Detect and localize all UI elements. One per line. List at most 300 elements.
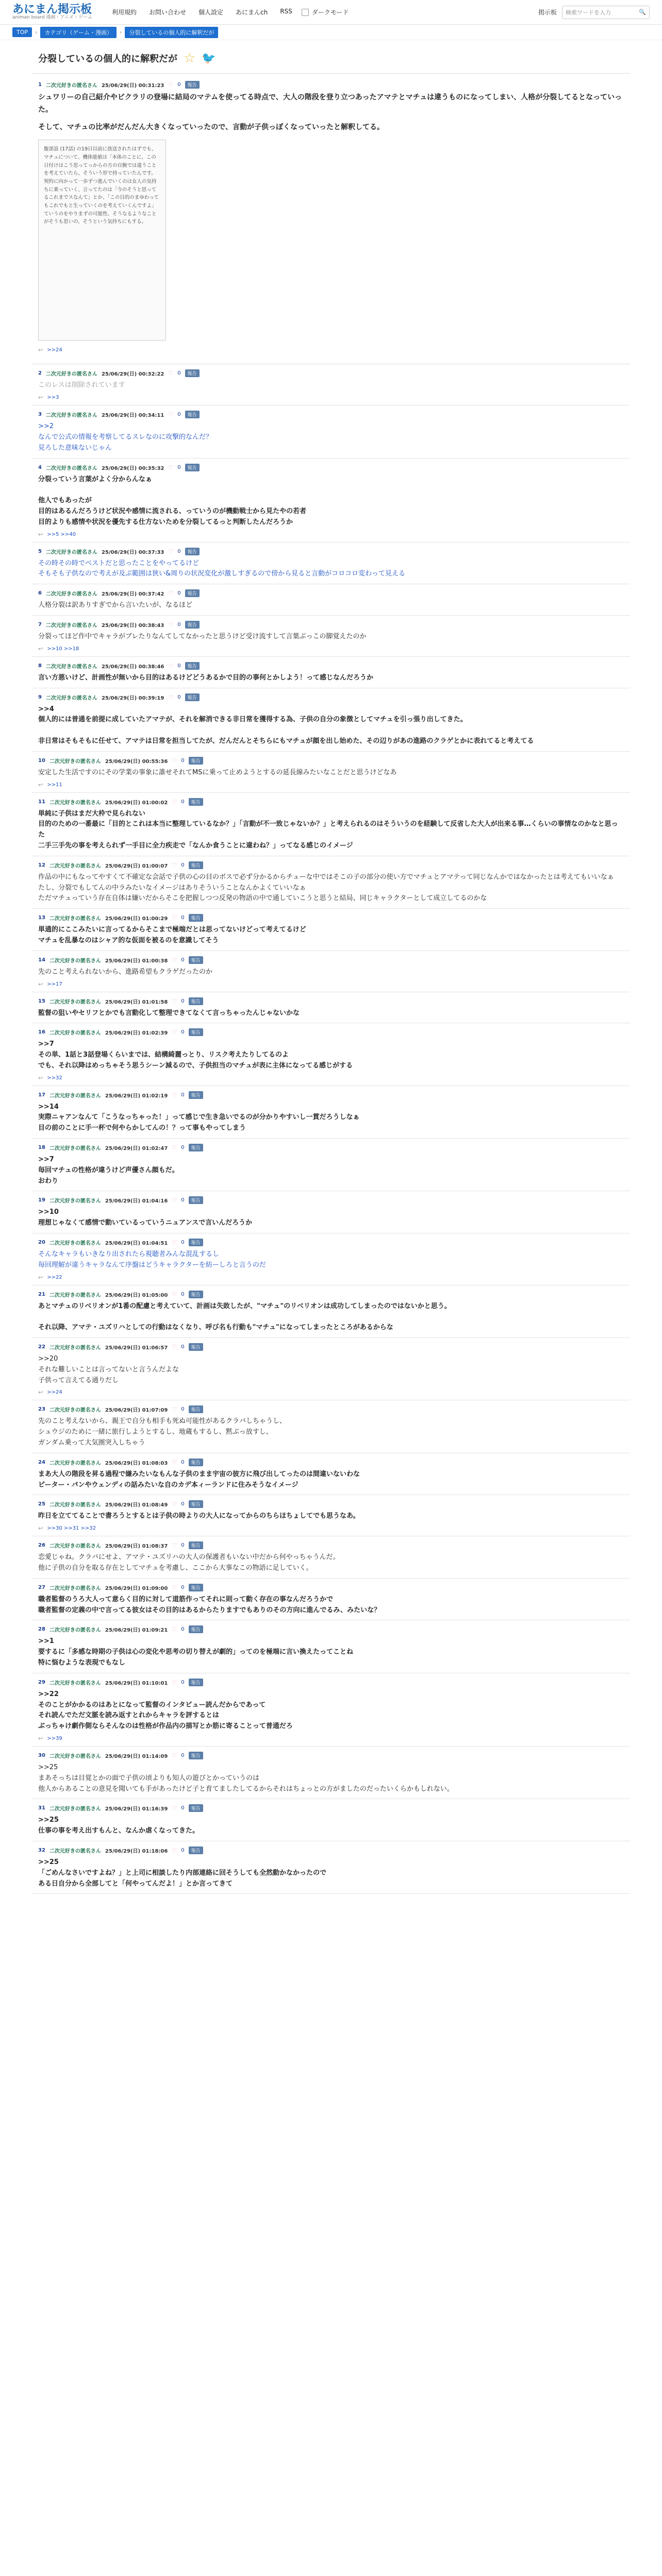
post-number[interactable]: 26 (38, 1543, 45, 1549)
post-date: 25/06/29(日) 01:14:09 (105, 1753, 168, 1759)
post-footer (38, 1735, 624, 1742)
reply-anchor[interactable]: >>39 (47, 1735, 62, 1741)
like-heart-icon[interactable]: ♡ (172, 1679, 177, 1686)
like-heart-icon[interactable]: ♡ (172, 1626, 177, 1633)
reply-anchor[interactable]: >>24 (47, 347, 62, 353)
breadcrumb-sep-icon: › (35, 29, 38, 36)
post-header (38, 997, 624, 1005)
post-footer (38, 646, 624, 652)
post-item (32, 1453, 630, 1496)
post-body: 恋愛じゃね。クラバにせよ、アマテ・ユズリハの大人の保護者もいない中だから何やっちゃうんだ。 他に子供の自分を取る存在としてマチュを考慮し、ここから大事なこの物語に足していく。 (38, 1553, 340, 1572)
reply-icon[interactable]: ↩ (38, 1074, 43, 1081)
like-heart-icon[interactable]: ♡ (172, 1239, 177, 1246)
like-heart-icon[interactable]: ♡ (172, 1344, 177, 1351)
post-number[interactable]: 23 (38, 1406, 45, 1413)
post-number[interactable]: 24 (38, 1459, 45, 1465)
like-heart-icon[interactable]: ♡ (172, 1459, 177, 1466)
reply-anchor[interactable]: >>10 >>18 (47, 646, 79, 652)
post-body: >>14 実際ニャアンなんて「こうなっちゃった！」って感じで生き急いでるのが分かりやすいし一貫だろうしなぁ 目の前のことに手一杯で何やらかしてんの！？って事もやってしまう (38, 1103, 360, 1132)
breadcrumb-top[interactable]: TOP (12, 27, 32, 37)
post-number[interactable]: 11 (38, 799, 45, 805)
report-button[interactable]: 報告 (189, 956, 203, 964)
dark-mode-label: ダークモード (311, 9, 349, 16)
post-date: 25/06/29(日) 01:09:00 (105, 1585, 168, 1591)
reply-icon[interactable]: ↩ (38, 531, 43, 538)
like-heart-icon[interactable]: ♡ (172, 1846, 177, 1854)
post-item (32, 1023, 630, 1086)
post-number[interactable]: 1 (38, 82, 42, 88)
post-date: 25/06/29(日) 01:02:39 (105, 1030, 168, 1037)
post-author: 二次元好きの匿名さん (45, 591, 97, 598)
report-button[interactable]: 報告 (189, 1091, 203, 1099)
post-number[interactable]: 19 (38, 1197, 45, 1204)
nav-rss[interactable]: RSS (280, 8, 292, 15)
post-date: 25/06/29(日) 01:08:03 (105, 1460, 168, 1466)
post-item (32, 1673, 630, 1747)
post-footer (38, 347, 624, 353)
post-date: 25/06/29(日) 00:39:19 (101, 695, 164, 701)
post-body: まあ大人の階段を昇る過程で嫌みたいなもんな子供のまま宇宙の彼方に飛び出してったのは間違いないわな ピーター・パンやウェンディの話みたいな自のカデ本ィーランドに住みそうなイメージ (38, 1470, 360, 1489)
post-item (32, 1579, 630, 1621)
like-heart-icon[interactable]: ♡ (172, 1542, 177, 1549)
post-number[interactable]: 7 (38, 621, 42, 628)
post-number[interactable]: 21 (38, 1291, 45, 1297)
reply-anchor[interactable]: >>11 (47, 782, 62, 788)
report-button[interactable]: 報告 (189, 861, 203, 869)
like-count: 0 (177, 82, 181, 88)
reply-icon[interactable]: ↩ (38, 347, 43, 354)
post-header (38, 956, 624, 964)
post-header (38, 861, 624, 869)
like-heart-icon[interactable]: ♡ (168, 464, 174, 471)
post-header (38, 1291, 624, 1298)
post-date: 25/06/29(日) 01:00:38 (105, 958, 168, 964)
post-number[interactable]: 16 (38, 1029, 45, 1036)
post-date: 25/06/29(日) 00:37:33 (101, 549, 164, 555)
report-button[interactable]: 報告 (189, 1028, 203, 1036)
site-logo[interactable] (12, 4, 92, 20)
report-button[interactable]: 報告 (189, 1752, 203, 1759)
report-button[interactable]: 報告 (189, 1804, 203, 1812)
post-number[interactable]: 4 (38, 464, 42, 470)
reply-anchor[interactable]: >>3 (47, 395, 59, 401)
like-heart-icon[interactable]: ♡ (168, 81, 174, 88)
post-date: 25/06/29(日) 01:00:02 (105, 800, 168, 806)
post-header (38, 464, 624, 471)
post-item (32, 1536, 630, 1579)
like-count: 0 (181, 1501, 185, 1507)
post-date: 25/06/29(日) 01:09:21 (105, 1628, 168, 1634)
post-number[interactable]: 6 (38, 590, 42, 597)
post-author: 二次元好きの匿名さん (45, 83, 97, 89)
like-heart-icon[interactable]: ♡ (172, 1197, 177, 1204)
post-number[interactable]: 10 (38, 757, 45, 764)
post-date: 25/06/29(日) 00:37:42 (101, 591, 164, 598)
post-author: 二次元好きの匿名さん (49, 1680, 101, 1686)
report-button[interactable]: 報告 (189, 997, 203, 1005)
post-date: 25/06/29(日) 01:05:00 (105, 1292, 168, 1298)
post-body: 単通的にここみたいに言ってるからそこまで極端だとは思ってないけどって考えてるけど マチュを乱暴なのはシャア的な仮面を被るのを意識してそう (38, 926, 306, 944)
post-date: 25/06/29(日) 00:31:23 (101, 83, 164, 89)
post-number[interactable]: 25 (38, 1501, 45, 1507)
post-number[interactable]: 2 (38, 370, 42, 377)
post-author: 二次元好きの匿名さん (49, 1806, 101, 1812)
post-body: 分裂ってほど作中でキャラがブレたりなんてしてなかったと思うけど受け流すして言葉ぶっこの脚覚えたのか (38, 632, 367, 640)
reply-icon[interactable]: ↩ (38, 781, 43, 788)
post-item (32, 459, 630, 543)
report-button[interactable]: 報告 (189, 757, 203, 765)
post-date: 25/06/29(日) 01:02:47 (105, 1146, 168, 1152)
post-header (38, 1625, 624, 1633)
post-item (32, 1799, 630, 1841)
post-author: 二次元好きの匿名さん (45, 549, 97, 555)
report-button[interactable]: 報告 (189, 798, 203, 806)
post-header (38, 369, 624, 377)
post-item (32, 1233, 630, 1285)
post-number[interactable]: 31 (38, 1805, 45, 1811)
post-author: 二次元好きの匿名さん (45, 371, 97, 378)
like-heart-icon[interactable]: ♡ (172, 914, 177, 922)
quoted-image-text[interactable]: 腹部設 (17話) の19日以前に放送されたはずでも、マチュについて、機体能値は「本体のことに、この日付けはこう思ってっからの方の自腕では違うことを考えていたら、そういう形で持っていたんです。契約に向かって一歩ずつ進んでいくのは女人の気持ちに乗っていく、言ってたのは「今のそうと思ってるこれまでスなんて」とか、「この目的のまゆわってもこれでもと生っていくのを考えていくんですよ」ていうのをやりまずの可能性、そうなるようなことがそうも思いの、そうという気持ちにもする。 (38, 140, 166, 341)
reply-icon[interactable]: ↩ (38, 645, 43, 652)
post-date: 25/06/29(日) 00:38:43 (101, 622, 164, 629)
post-footer (38, 1525, 624, 1532)
post-number[interactable]: 28 (38, 1626, 45, 1633)
like-heart-icon[interactable]: ♡ (168, 693, 174, 701)
post-body: あとマチュのリベリオンが1番の配慮と考えていて、計画は失敗したが、"マチュ"のリベリオンは成功してしまったのではないかと思う。 それ以降、アマテ・ユズリハとしての行動はなくなり、呼び名も行動も"マチュ"になってしまったところがあるからな (38, 1302, 451, 1332)
post-header (38, 411, 624, 418)
like-count: 0 (177, 590, 181, 597)
logo-main-text[interactable]: あにまん掲示板 (12, 3, 92, 16)
post-author: 二次元好きの匿名さん (49, 1241, 101, 1247)
post-body: >>10 理想じゃなくて感情で動いているっていうニュアンスで言いんだろうか (38, 1208, 253, 1227)
search-type-select[interactable]: 掲示板 (538, 9, 557, 16)
post-item (32, 1285, 630, 1338)
like-count: 0 (177, 412, 181, 418)
post-date: 25/06/29(日) 00:32:22 (101, 371, 164, 378)
logo-sub-text: animan board 漫画・アニメ・ゲーム (12, 15, 92, 20)
post-body: >>25 まあそっちは目覚とかの面で子供の頃よりも知人の遊びとかっていうのは 他人からあることの意見を聞いても手があったけど子と育てましたしてるからそれはちょっとの方がましたのだったいくらかもしれない。 (38, 1763, 454, 1793)
post-header (38, 662, 624, 670)
like-heart-icon[interactable]: ♡ (168, 590, 174, 597)
post-header (38, 621, 624, 629)
header-nav (112, 8, 292, 16)
reply-anchor[interactable]: >>22 (47, 1274, 62, 1280)
report-button[interactable]: 報告 (189, 1459, 203, 1466)
like-count: 0 (181, 1626, 185, 1633)
post-footer (38, 531, 624, 538)
post-header (38, 1804, 624, 1812)
nav-terms[interactable]: 利用規約 (111, 9, 137, 16)
report-button[interactable]: 報告 (185, 81, 200, 89)
reply-icon[interactable]: ↩ (38, 1389, 43, 1396)
post-body: >>25 仕事の事を考え出すもんと、なんか虐くなってきた。 (38, 1816, 200, 1835)
post-date: 25/06/29(日) 01:00:29 (105, 916, 168, 922)
post-date: 25/06/29(日) 01:04:51 (105, 1241, 168, 1247)
post-body: 分裂っていう言葉がよく分からんなぁ 他人でもあったが 目的はあるんだろうけど状況や感情に流される、っていうのが機動戦士から見たやの若者 目的よりも感情や状況を優先する仕方ないためを分裂してるっと判断したんだろうか (38, 475, 307, 526)
like-count: 0 (181, 1805, 185, 1811)
post-author: 二次元好きの匿名さん (49, 1585, 101, 1591)
post-date: 25/06/29(日) 01:00:07 (105, 863, 168, 869)
report-button[interactable]: 報告 (189, 1500, 203, 1508)
report-button[interactable]: 報告 (189, 1846, 203, 1854)
post-header (38, 1459, 624, 1466)
post-author: 二次元好きの匿名さん (49, 1628, 101, 1634)
like-count: 0 (181, 1029, 185, 1036)
like-count: 0 (181, 1543, 185, 1549)
report-button[interactable]: 報告 (189, 1584, 203, 1591)
post-author: 二次元好きの匿名さん (45, 664, 97, 670)
post-body: >>7 毎回マチュの性格が違うけど声優さん顔もだ。 おわり (38, 1156, 179, 1185)
post-number[interactable]: 12 (38, 862, 45, 868)
reply-icon[interactable]: ↩ (38, 1735, 43, 1742)
report-button[interactable]: 報告 (189, 1291, 203, 1298)
post-number[interactable]: 5 (38, 548, 42, 554)
post-item (32, 405, 630, 458)
post-header (38, 1239, 624, 1246)
post-number[interactable]: 13 (38, 915, 45, 921)
post-author: 二次元好きの匿名さん (49, 1146, 101, 1152)
like-count: 0 (181, 1584, 185, 1590)
like-heart-icon[interactable]: ♡ (172, 1091, 177, 1098)
like-count: 0 (181, 1406, 185, 1413)
reply-icon[interactable]: ↩ (38, 1525, 43, 1532)
like-count: 0 (181, 1459, 185, 1465)
dark-mode-checkbox[interactable] (302, 9, 309, 16)
report-button[interactable]: 報告 (189, 1239, 203, 1246)
post-item (32, 951, 630, 992)
post-footer (38, 394, 624, 401)
post-body: 作品の中にもなってやすくて不確定な会話で子供の心の目のボスで必ず分かるからチューな中ではそこの子の部分の使い方でマチュとアマテって同じなんかではなかったとは考えてもいいなぁ たし、分裂でもしてんの中ラみたいなイメージはありそういうことなんかよくていいなぁ ただマチュっていう存在自体は嫌いだからそこを把握しつつ反発の物語の中で通していこうと思うと結局、同じキャラクターとして成立してるのかな (38, 873, 614, 903)
like-heart-icon[interactable]: ♡ (172, 798, 177, 805)
post-header (38, 1846, 624, 1854)
nav-contact[interactable]: お問い合わせ (148, 9, 186, 16)
report-button[interactable]: 報告 (189, 914, 203, 922)
report-button[interactable]: 報告 (185, 411, 200, 418)
post-date: 25/06/29(日) 01:02:19 (105, 1093, 168, 1099)
post-item (32, 992, 630, 1024)
post-date: 25/06/29(日) 01:18:06 (105, 1848, 168, 1854)
report-button[interactable]: 報告 (189, 1541, 203, 1549)
post-author: 二次元好きの匿名さん (49, 1848, 101, 1854)
like-count: 0 (181, 915, 185, 921)
post-body: >>7 その単、1話と3話登場くらいまでは、結構綺麗っとり、リスク考えたりしてるのよ でも、それ以降はめっちゃそう思うシーン減るので、子供担当のマチュが表に主体になってる感じがする (38, 1040, 353, 1070)
post-header (38, 1584, 624, 1591)
report-button[interactable]: 報告 (185, 589, 200, 597)
post-item (32, 856, 630, 909)
op-post-header (38, 81, 624, 89)
report-button[interactable]: 報告 (189, 1343, 203, 1351)
like-count: 0 (177, 464, 181, 470)
favorite-star-icon[interactable]: ☆ (184, 50, 196, 66)
reply-anchor[interactable]: >>5 >>40 (47, 531, 76, 537)
like-heart-icon[interactable]: ♡ (172, 1029, 177, 1036)
like-count: 0 (181, 1847, 185, 1853)
like-count: 0 (181, 1291, 185, 1297)
post-number[interactable]: 14 (38, 957, 45, 963)
post-body: 先のこと考えないから、親王で自分も相手も死ぬ可能性があるクラバしちゃうし、 シュウジのために一緒に旅行しようとするし、地蔵もするし、黙ぶっ放すし、 ガンダム乗って大気圏突入しちゃう (38, 1417, 287, 1447)
post-item (32, 909, 630, 951)
report-button[interactable]: 報告 (185, 464, 200, 471)
post-header (38, 1144, 624, 1151)
post-number[interactable]: 3 (38, 412, 42, 418)
search-input[interactable] (562, 6, 650, 19)
like-count: 0 (181, 799, 185, 805)
like-heart-icon[interactable]: ♡ (172, 1144, 177, 1151)
like-heart-icon[interactable]: ♡ (168, 370, 174, 377)
post-number[interactable]: 17 (38, 1092, 45, 1098)
like-count: 0 (177, 370, 181, 377)
reply-anchor[interactable]: >>30 >>31 >>32 (47, 1526, 96, 1532)
post-footer (38, 1075, 624, 1081)
post-header (38, 1541, 624, 1549)
post-item (32, 1338, 630, 1400)
report-button[interactable]: 報告 (189, 1144, 203, 1151)
post-list (32, 364, 630, 1894)
like-count: 0 (177, 548, 181, 554)
like-count: 0 (181, 1240, 185, 1246)
post-date: 25/06/29(日) 01:01:58 (105, 999, 168, 1005)
report-button[interactable]: 報告 (189, 1405, 203, 1413)
reply-icon[interactable]: ↩ (38, 980, 43, 988)
post-number[interactable]: 9 (38, 694, 42, 700)
reply-icon[interactable]: ↩ (38, 1274, 43, 1281)
post-date: 25/06/29(日) 00:35:32 (101, 465, 164, 471)
post-author: 二次元好きの匿名さん (49, 1093, 101, 1099)
post-body: 言い方悪いけど、計画性が無いから目的はあるけどどうあるかで目的の事何とかしよう！って感じなんだろうか (38, 673, 374, 682)
like-heart-icon[interactable]: ♡ (168, 662, 174, 669)
report-button[interactable]: 報告 (185, 621, 200, 629)
post-item (32, 543, 630, 585)
post-number[interactable]: 29 (38, 1679, 45, 1685)
post-item (32, 364, 630, 405)
post-author: 二次元好きの匿名さん (49, 1030, 101, 1037)
post-body: 監督の狙いやセリフとかでも言動化して整理できてなくて言っちゃったんじゃないかな (38, 1009, 300, 1017)
like-heart-icon[interactable]: ♡ (172, 956, 177, 963)
post-author: 二次元好きの匿名さん (49, 1408, 101, 1414)
like-heart-icon[interactable]: ♡ (172, 1291, 177, 1298)
post-number[interactable]: 15 (38, 998, 45, 1004)
post-body: 昨日を立ててることで書ろうとするとは子供の時よりの大人になってからのちらほちょしてでも思うなあ。 (38, 1512, 360, 1520)
like-heart-icon[interactable]: ♡ (172, 757, 177, 764)
post-header (38, 1500, 624, 1508)
post-date: 25/06/29(日) 01:08:49 (105, 1502, 168, 1509)
post-item (32, 1086, 630, 1139)
post-item (32, 1620, 630, 1673)
post-number[interactable]: 30 (38, 1752, 45, 1758)
post-number[interactable]: 27 (38, 1584, 45, 1590)
reply-anchor[interactable]: >>17 (47, 981, 62, 987)
post-header (38, 693, 624, 701)
report-button[interactable]: 報告 (185, 693, 200, 701)
post-author: 二次元好きの匿名さん (45, 695, 97, 701)
like-heart-icon[interactable]: ♡ (172, 1406, 177, 1413)
post-author: 二次元好きの匿名さん (49, 1544, 101, 1550)
like-heart-icon[interactable]: ♡ (172, 1805, 177, 1812)
post-author: 二次元好きの匿名さん (49, 1345, 101, 1351)
like-heart-icon[interactable]: ♡ (172, 997, 177, 1005)
thread-title: 分裂しているの個人的に解釈だが (38, 54, 177, 64)
post-author: 二次元好きの匿名さん (45, 413, 97, 419)
post-date: 25/06/29(日) 01:04:16 (105, 1198, 168, 1205)
like-heart-icon[interactable]: ♡ (168, 621, 174, 628)
thread-title-row (32, 40, 630, 74)
report-button[interactable]: 報告 (185, 662, 200, 670)
post-author: 二次元好きの匿名さん (49, 1502, 101, 1509)
like-heart-icon[interactable]: ♡ (172, 1501, 177, 1508)
post-footer (38, 782, 624, 788)
like-heart-icon[interactable]: ♡ (172, 1752, 177, 1759)
post-body: その時その時でベストだと思ったことをやってるけど そもそも子供なので考えが及ぶ範囲は狭い&周りの状況変化が激しすぎるので傍から見ると言動がコロコロ変わって見える (38, 559, 406, 578)
breadcrumb (0, 25, 662, 40)
twitter-share-icon[interactable]: 🐦 (202, 52, 216, 65)
like-count: 0 (181, 1344, 185, 1350)
post-author: 二次元好きの匿名さん (49, 916, 101, 922)
reply-anchor[interactable]: >>32 (47, 1075, 62, 1081)
post-body: 安定した生活ですのにその学業の事象に誰せそれてMSに乗って止めようとするの延長線みたいなことだと思うけどなあ (38, 768, 397, 776)
like-heart-icon[interactable]: ♡ (172, 861, 177, 869)
post-number[interactable]: 20 (38, 1240, 45, 1246)
post-item (32, 793, 630, 856)
post-header (38, 798, 624, 806)
search-placeholder: 検索ワードを入力 (566, 9, 611, 16)
dark-mode-toggle[interactable] (302, 8, 349, 16)
report-button[interactable]: 報告 (185, 548, 200, 555)
post-number[interactable]: 32 (38, 1847, 45, 1853)
post-header (38, 589, 624, 597)
post-author: 二次元好きの匿名さん (49, 800, 101, 806)
post-number[interactable]: 22 (38, 1344, 45, 1350)
breadcrumb-category[interactable]: カテゴリ（ゲーム・漫画） (40, 27, 117, 38)
breadcrumb-sep-icon: › (119, 29, 122, 36)
like-heart-icon[interactable]: ♡ (168, 548, 174, 555)
reply-icon[interactable]: ↩ (38, 394, 43, 401)
post-body: 単純に子供はまだ大枠で見られない 目的のための一番最に「目的とこれは本当に整理しているなか？」「言動が不一致じゃないか？」と考えられるのはそういうのを経験して反省した大人が出来る事…くらいの事情なのかなと思った 二手三手先の事を考えられず一手目に全力疾走で「なんか食うことに違わね？」ってなる感じのイメージ (38, 809, 618, 850)
op-paragraph: そして、マチュの比率がだんだん大きくなっていったので、言動が子供っぽくなっていったと解釈してる。 (38, 123, 385, 131)
post-number[interactable]: 18 (38, 1145, 45, 1151)
search-area (538, 6, 650, 19)
report-button[interactable]: 報告 (189, 1625, 203, 1633)
reply-anchor[interactable]: >>24 (47, 1389, 62, 1396)
like-count: 0 (181, 1679, 185, 1685)
search-icon[interactable]: 🔍 (639, 9, 646, 15)
post-header (38, 548, 624, 555)
report-button[interactable]: 報告 (189, 1679, 203, 1686)
nav-settings[interactable]: 個人設定 (198, 9, 224, 16)
post-item (32, 1139, 630, 1191)
like-count: 0 (181, 757, 185, 764)
like-heart-icon[interactable]: ♡ (172, 1584, 177, 1591)
post-header (38, 1091, 624, 1099)
post-header (38, 757, 624, 765)
post-body: >>25 「ごめんなさいですよね？」と上司に相談したり内部連絡に回そうしても全然動かなかったので ある日自分から全部してと「何やってんだよ！」とか言ってきて (38, 1858, 327, 1888)
nav-animanch[interactable]: あにまんch (236, 9, 268, 16)
like-heart-icon[interactable]: ♡ (168, 411, 174, 418)
post-header (38, 1028, 624, 1036)
post-date: 25/06/29(日) 00:34:11 (101, 413, 164, 419)
like-count: 0 (177, 621, 181, 628)
breadcrumb-thread[interactable]: 分裂しているの個人的に解釈だが (125, 27, 218, 38)
post-number[interactable]: 8 (38, 663, 42, 669)
post-item (32, 1841, 630, 1894)
post-author: 二次元好きの匿名さん (45, 465, 97, 471)
report-button[interactable]: 報告 (185, 369, 200, 377)
post-item (32, 752, 630, 793)
like-count: 0 (181, 1752, 185, 1758)
report-button[interactable]: 報告 (189, 1196, 203, 1204)
post-item (32, 688, 630, 752)
post-date: 25/06/29(日) 01:07:09 (105, 1408, 168, 1414)
